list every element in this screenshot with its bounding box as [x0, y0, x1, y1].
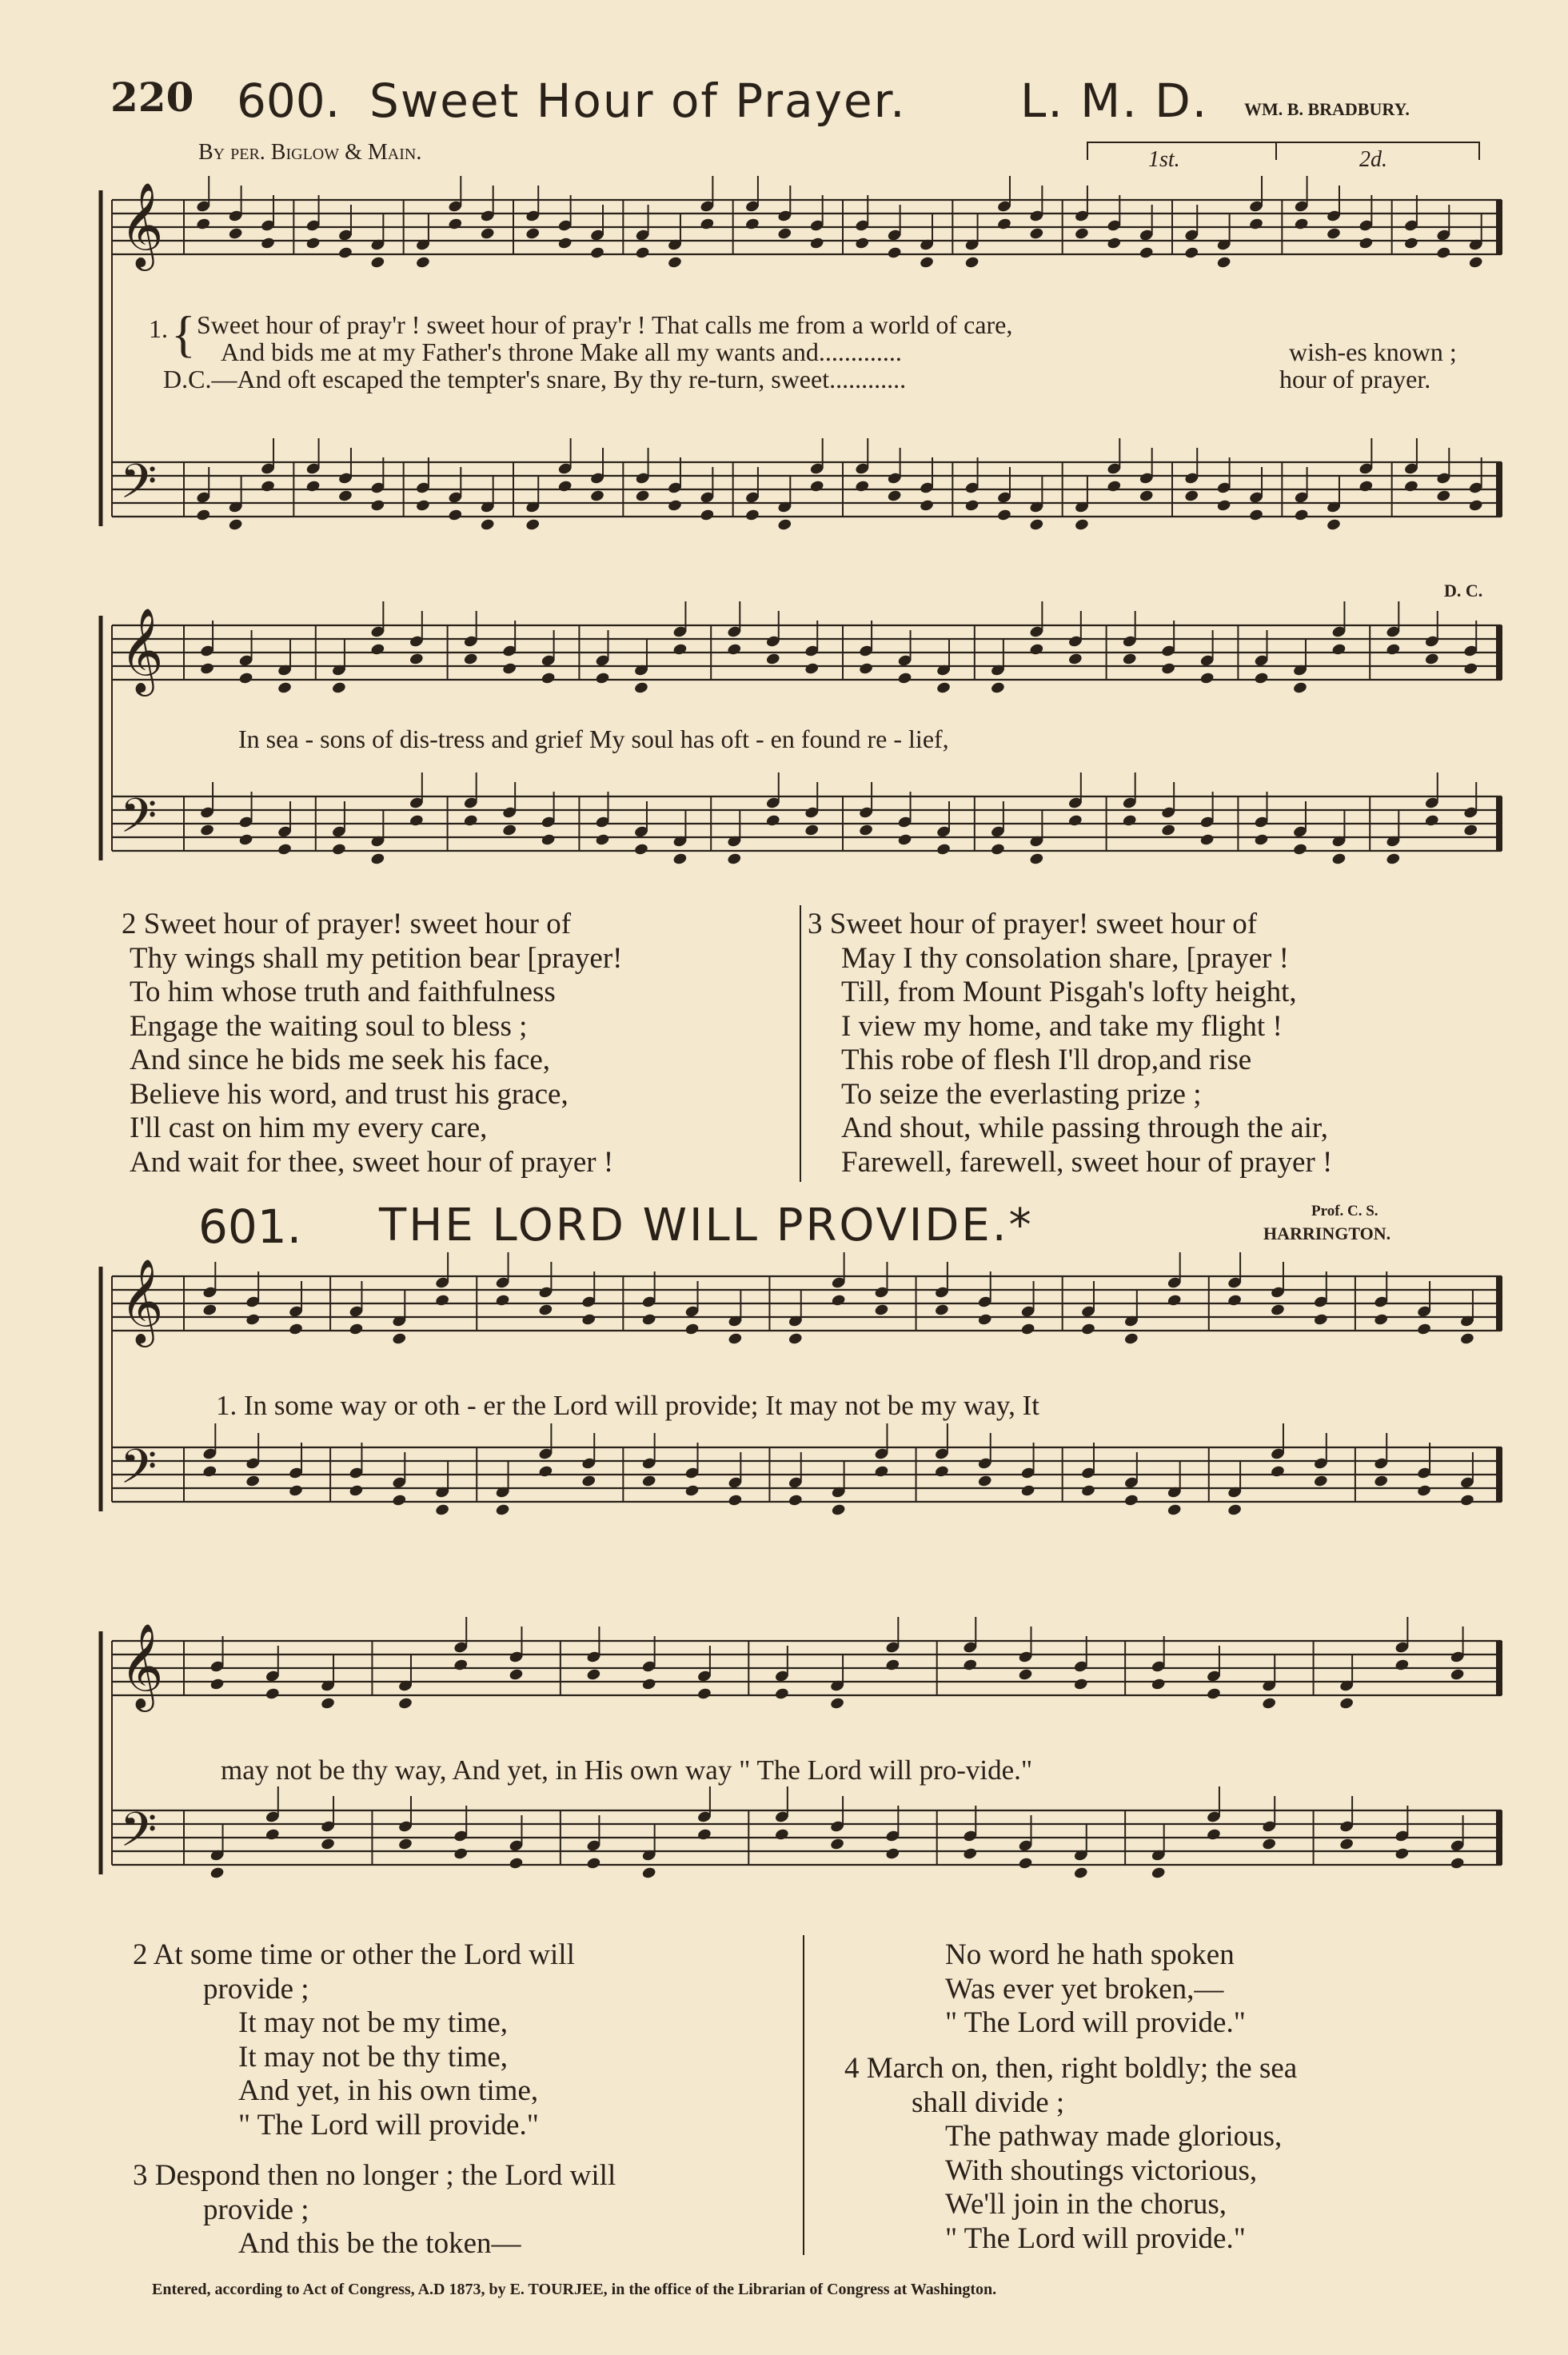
hymn600-system1-bass-note: [196, 509, 211, 522]
hymn600-system1-treble-note: [809, 237, 824, 250]
hymn601-system2-bass-note: [696, 1828, 712, 1842]
hymn601-system1-treble-clef: 𝄞: [120, 1258, 164, 1343]
hymn600-system2-treble-clef: 𝄞: [120, 607, 164, 693]
hymn601-system1-treble-note: [831, 1294, 846, 1307]
verse-divider-601: [803, 1935, 804, 2255]
hymn600-system1-treble-note: [525, 227, 541, 241]
hymn600-system1-bass-note: [1139, 489, 1154, 503]
hymn600-system2-treble-note: [804, 662, 820, 676]
hymn601-system2-treble-note: [209, 1678, 225, 1691]
hymn601-system1-treble-note: [1374, 1313, 1389, 1327]
hymn601-system1-bass-note: [1313, 1475, 1328, 1488]
hymn600-system1-bass-note: [1403, 480, 1418, 493]
hymn600-system2-treble-note: [1254, 672, 1269, 685]
hymn601-system1-treble-note: [684, 1323, 700, 1336]
hymn601-system1-bass-note: [1080, 1484, 1095, 1498]
hymn600-system1-treble-clef: 𝄞: [120, 182, 164, 267]
hymn601-system2-bass-note: [1018, 1857, 1033, 1870]
hymn601-system1-bass-note: [581, 1475, 596, 1488]
hymn600-system2-bass-note: [859, 824, 874, 837]
hymn600-system2-bass-note: [804, 824, 820, 837]
hymn600-system2-treble-note: [1199, 672, 1215, 685]
lyric-line-2-end: wish-es known ;: [1289, 337, 1457, 366]
hymn600-system1-bass-note: [525, 518, 541, 532]
hymn-601-verse-3: 3 Despond then no longer ; the Lord will provide ; And this be the token—: [133, 2159, 616, 2260]
hymn601-system2-treble-note: [774, 1687, 789, 1701]
hymn601-system1-treble-note: [728, 1332, 743, 1346]
hymn601-system2-treble-note: [453, 1658, 469, 1672]
hymn600-system1-treble-note: [1216, 256, 1231, 269]
hymn600-system2-treble-note: [409, 653, 424, 666]
hymn600-system1-treble-note: [557, 237, 573, 250]
hymn601-system1-treble-note: [1459, 1332, 1474, 1346]
hymn601-system2-bass-note: [774, 1828, 789, 1842]
hymn600-system1-treble-note: [777, 227, 792, 241]
hymn601-system1-treble-note: [1313, 1313, 1328, 1327]
hymn600-system1-treble-note: [1436, 246, 1451, 260]
hymn600-system2-treble-note: [1463, 662, 1478, 676]
hymn601-system1-treble-note: [1270, 1303, 1285, 1317]
hymn601-system2-treble-note: [963, 1658, 978, 1672]
hymn600-system1-treble-note: [700, 218, 715, 231]
hymn601-system2-bass-note: [830, 1838, 845, 1851]
hymn600-system1-treble-note: [1294, 218, 1309, 231]
hymn600-system1-treble-note: [1468, 256, 1483, 269]
hymn600-system2-treble-note: [277, 681, 292, 695]
hymn600-system1-treble-note: [589, 246, 604, 260]
hymn601-system2-bass-note: [1073, 1866, 1088, 1880]
hymn601-system2-treble-note: [830, 1697, 845, 1710]
hymn-601-composer-prefix: Prof. C. S.: [1311, 1203, 1378, 1219]
hymn601-system1-treble-note: [934, 1303, 949, 1317]
hymn600-system1-bass-note: [370, 499, 385, 513]
hymn601-system1-bass-note: [684, 1484, 700, 1498]
hymn600-system1-bass-note: [337, 489, 353, 503]
hymn601-system2-treble-note: [1262, 1697, 1277, 1710]
hymn600-system1-bass-note: [480, 518, 495, 532]
hymn600-system1-bass-note: [1294, 509, 1309, 522]
hymn600-system2-bass-note: [1254, 833, 1269, 847]
hymn601-system1-bass-note: [392, 1494, 407, 1507]
hymn600-system2-bass-note: [595, 833, 610, 847]
hymn601-system2-bass-note: [320, 1838, 335, 1851]
hymn600-system1-bass-note: [1107, 480, 1122, 493]
hymn600-system2-bass-note: [1199, 833, 1215, 847]
hymn600-system1-treble-note: [228, 227, 243, 241]
hymn601-system1-bass-note: [1416, 1484, 1431, 1498]
hymn601-system2-treble-clef: 𝄞: [120, 1623, 164, 1708]
hymn600-system1-treble-note: [196, 218, 211, 231]
lyric-line-3-end: hour of prayer.: [1279, 365, 1431, 393]
hymn600-system2-treble-note: [1067, 653, 1083, 666]
hymn601-system1-treble-note: [1227, 1294, 1243, 1307]
hymn600-system1-treble-note: [448, 218, 463, 231]
hymn601-system2-bass-note: [885, 1847, 900, 1861]
hymn601-system1-bass-note: [1123, 1494, 1139, 1507]
first-ending-bracket: [1087, 142, 1276, 160]
hymn601-system2-bass-note: [509, 1857, 524, 1870]
hymn600-system1-treble-note: [305, 237, 321, 250]
hymn600-system2-bass-note: [502, 824, 517, 837]
hymn600-system1-treble-note: [667, 256, 682, 269]
hymn600-system1-bass-note: [964, 499, 980, 513]
hymn601-system1-treble-note: [581, 1313, 596, 1327]
hymn601-system1-treble-note: [1167, 1294, 1182, 1307]
lyric-line-4: In sea - sons of dis-tress and grief My soul has oft - en found re - lief,: [238, 724, 949, 753]
hymn600-system1-bass-note: [1029, 518, 1044, 532]
hymn601-system2-treble-note: [1394, 1658, 1410, 1672]
hymn600-system1-bass-note: [1184, 489, 1199, 503]
hymn600-system2-bass-note: [1292, 843, 1307, 856]
hymn601-system1-bass-note: [1227, 1503, 1243, 1517]
hymn600-system2-bass-note: [897, 833, 912, 847]
brace: {: [171, 305, 196, 362]
hymn-601-verse-3-continued: No word he hath spoken Was ever yet broken,— " The Lord will provide.": [945, 1938, 1246, 2039]
hymn601-system2-bass-note: [1339, 1838, 1355, 1851]
hymn601-system1-bass-note: [934, 1465, 949, 1479]
hymn600-system2-treble-note: [1331, 643, 1347, 657]
hymn600-system1-bass-note: [1248, 509, 1263, 522]
hymn601-system1-treble-note: [435, 1294, 450, 1307]
hymn600-system2-treble-note: [541, 672, 556, 685]
hymn601-system2-bass-note: [641, 1866, 656, 1880]
hymn600-system1-bass-note: [700, 509, 715, 522]
hymn601-system2-treble-note: [1073, 1678, 1088, 1691]
hymn600-system1-bass-note: [1359, 480, 1374, 493]
hymn601-system2-bass-note: [1394, 1847, 1410, 1861]
hymn600-system1-bass-note: [777, 518, 792, 532]
hymn601-system2-treble-note: [320, 1697, 335, 1710]
hymn600-system1-treble-note: [415, 256, 430, 269]
hymn600-system1-bass-note: [305, 480, 321, 493]
hymn600-system1-bass-note: [415, 499, 430, 513]
hymn600-system2-treble-note: [897, 672, 912, 685]
hymn601-system2-bass-clef: 𝄢: [120, 1802, 158, 1869]
hymn601-system1-bass-note: [1270, 1465, 1285, 1479]
first-ending-label: 1st.: [1148, 147, 1180, 172]
hymn600-system2-treble-note: [1292, 681, 1307, 695]
hymn600-system1-bass-note: [1326, 518, 1341, 532]
hymn601-system1-treble-note: [1020, 1323, 1035, 1336]
hymn-600-number: 600.: [237, 74, 341, 128]
hymn601-system1-treble-note: [788, 1332, 803, 1346]
hymn600-system1-treble-note: [337, 246, 353, 260]
hymn600-system2-bass-note: [936, 843, 951, 856]
hymn601-system1-bass-note: [349, 1484, 364, 1498]
page-number: 220: [110, 74, 194, 121]
hymn601-system1-bass-note: [538, 1465, 553, 1479]
hymn600-system2-treble-note: [331, 681, 346, 695]
hymn601-system1-bass-note: [641, 1475, 656, 1488]
hymn600-system1-treble-note: [260, 237, 275, 250]
hymn-601-composer: HARRINGTON.: [1263, 1223, 1391, 1243]
hymn601-system1-bass-note: [1374, 1475, 1389, 1488]
hymn600-system1-treble-note: [635, 246, 650, 260]
hymn600-system2-bass-note: [409, 814, 424, 828]
hymn600-system2-bass-note: [541, 833, 556, 847]
hymn600-system2-treble-note: [765, 653, 780, 666]
hymn601-system2-treble-note: [586, 1668, 601, 1682]
hymn600-system1-treble-note: [1139, 246, 1154, 260]
hymn601-system1-bass-note: [831, 1503, 846, 1517]
hymn600-system1-treble-note: [1107, 237, 1122, 250]
hymn600-system2-treble-note: [936, 681, 951, 695]
hymn600-system1-bass-note: [635, 489, 650, 503]
hymn600-system1-bass-note: [919, 499, 934, 513]
hymn-600-composer: WM. B. BRADBURY.: [1244, 99, 1410, 119]
hymn600-system2-bass-note: [200, 824, 215, 837]
hymn601-system1-treble-note: [1080, 1323, 1095, 1336]
hymn601-system2-bass-note: [397, 1838, 413, 1851]
hymn600-system2-bass-note: [1029, 852, 1044, 866]
hymn601-system2-treble-note: [1339, 1697, 1355, 1710]
verse-divider: [800, 905, 801, 1182]
hymn600-system2-treble-note: [727, 643, 742, 657]
lyric-line-3: D.C.—And oft escaped the tempter's snare, By thy re-turn, sweet............: [163, 365, 907, 393]
hymn601-system2-bass-note: [209, 1866, 225, 1880]
hymn600-system2-bass-note: [727, 852, 742, 866]
hymn-601-title: THE LORD WILL PROVIDE.*: [379, 1199, 1034, 1251]
hymn601-system1-bass-note: [977, 1475, 992, 1488]
hymn601-system1-treble-note: [538, 1303, 553, 1317]
hymn600-system2-treble-note: [859, 662, 874, 676]
hymn601-system1-bass-note: [788, 1494, 803, 1507]
hymn601-system1-bass-note: [874, 1465, 889, 1479]
hymn601-system2-treble-note: [397, 1697, 413, 1710]
hymn600-system1-bass-note: [1436, 489, 1451, 503]
lyric-line-2: And bids me at my Father's throne Make all my wants and.............: [221, 337, 902, 366]
hymn-600-meter: L. M. D.: [1020, 74, 1209, 128]
hymn600-system1-bass-note: [887, 489, 902, 503]
hymn601-system2-bass-note: [1262, 1838, 1277, 1851]
hymn601-system2-bass-note: [963, 1847, 978, 1861]
hymn601-system1-bass-note: [288, 1484, 303, 1498]
hymn601-system1-treble-note: [641, 1313, 656, 1327]
hymn600-system1-treble-note: [1184, 246, 1199, 260]
hymn-601-verse-2: 2 At some time or other the Lord will provide ; It may not be my time, It may not be thy time, And yet, in his own time, " The Lord will provide.": [133, 1938, 575, 2141]
hymn601-system1-bass-note: [1020, 1484, 1035, 1498]
hymn601-system2-treble-note: [509, 1668, 524, 1682]
hymn601-system2-bass-note: [265, 1828, 280, 1842]
hymn600-system2-bass-note: [238, 833, 253, 847]
hymn600-system2-treble-note: [672, 643, 688, 657]
hymn600-system2-treble-note: [1424, 653, 1439, 666]
hymn601-system1-treble-note: [977, 1313, 992, 1327]
hymn600-system2-treble-note: [595, 672, 610, 685]
hymn601-system2-treble-note: [641, 1678, 656, 1691]
hymn-600-verse-2: 2 Sweet hour of prayer! sweet hour of Thy wings shall my petition bear [prayer! To him whose truth and faithfulness Engage the waiting soul to bless ; And since he bids me seek his face, Believe his word, and trust his grace, I'll cast on him my every care, And wait for thee, sweet hour of prayer !: [122, 908, 623, 1179]
hymn600-system2-bass-clef: 𝄢: [120, 788, 158, 855]
copyright-footer: Entered, according to Act of Congress, A.D 1873, by E. TOURJEE, in the office of the Librarian of Congress at Washington.: [152, 2281, 997, 2298]
hymn600-system1-bass-note: [589, 489, 604, 503]
hymn601-system2-bass-note: [1206, 1828, 1221, 1842]
hymn600-system1-bass-note: [1468, 499, 1483, 513]
hymn601-system2-treble-note: [1450, 1668, 1465, 1682]
hymn-600-title: Sweet Hour of Prayer.: [369, 74, 907, 128]
hymn601-system1-bass-note: [435, 1503, 450, 1517]
hymn600-system1-treble-note: [1403, 237, 1418, 250]
hymn601-system2-treble-note: [265, 1687, 280, 1701]
hymn600-system2-bass-note: [633, 843, 648, 856]
hymn600-system2-bass-note: [1386, 852, 1401, 866]
hymn601-system2-treble-note: [885, 1658, 900, 1672]
hymn600-system1-treble-note: [1074, 227, 1089, 241]
hymn600-system1-treble-note: [1359, 237, 1374, 250]
hymn600-system2-treble-note: [200, 662, 215, 676]
hymn601-system1-bass-note: [1167, 1503, 1182, 1517]
hymn600-system1-treble-note: [855, 237, 870, 250]
hymn600-system2-bass-note: [1463, 824, 1478, 837]
hymn601-system1-treble-note: [874, 1303, 889, 1317]
hymn600-system1-treble-note: [370, 256, 385, 269]
hymn601-system1-bass-clef: 𝄢: [120, 1439, 158, 1506]
hymn600-system1-treble-note: [887, 246, 902, 260]
hymn600-system2-treble-note: [990, 681, 1005, 695]
hymn600-system1-bass-note: [1216, 499, 1231, 513]
hymn601-system1-treble-note: [495, 1294, 510, 1307]
hymn-600-permission: By per. Biglow & Main.: [198, 140, 422, 165]
hymn600-system1-bass-note: [260, 480, 275, 493]
hymn600-system2-bass-note: [370, 852, 385, 866]
hymn601-system2-treble-note: [1206, 1687, 1221, 1701]
hymn600-system2-bass-note: [1424, 814, 1439, 828]
hymn600-system2-treble-note: [502, 662, 517, 676]
hymn600-system2-treble-note: [633, 681, 648, 695]
hymn600-system1-treble-note: [1326, 227, 1341, 241]
dc-marking: D. C.: [1444, 581, 1483, 601]
hymn601-system1-treble-note: [392, 1332, 407, 1346]
hymn-601-number: 601.: [198, 1199, 302, 1254]
hymn601-system1-treble-note: [288, 1323, 303, 1336]
hymn600-system2-bass-note: [463, 814, 478, 828]
hymn600-system1-bass-note: [996, 509, 1011, 522]
hymn600-system1-treble-note: [1248, 218, 1263, 231]
hymn600-system2-bass-note: [1331, 852, 1347, 866]
hymn601-system2-bass-note: [1151, 1866, 1166, 1880]
hymn600-system2-treble-note: [238, 672, 253, 685]
hymn600-system1-treble-note: [919, 256, 934, 269]
hymn600-system2-bass-note: [331, 843, 346, 856]
hymn600-system2-bass-note: [990, 843, 1005, 856]
hymn601-system2-treble-note: [1018, 1668, 1033, 1682]
lyric-line-1: Sweet hour of pray'r ! sweet hour of pray'r ! That calls me from a world of care,: [197, 310, 1013, 339]
hymn600-system2-treble-note: [463, 653, 478, 666]
hymn600-system1-bass-note: [855, 480, 870, 493]
hymn601-system1-treble-note: [202, 1303, 217, 1317]
hymn600-system2-bass-note: [1161, 824, 1176, 837]
hymn600-system1-treble-note: [480, 227, 495, 241]
hymn601-system2-treble-note: [696, 1687, 712, 1701]
hymn601-system1-treble-note: [245, 1313, 261, 1327]
hymn-601-verse-4: 4 March on, then, right boldly; the sea shall divide ; The pathway made glorious, With shoutings victorious, We'll join in the chorus, " The Lord will provide.": [844, 2052, 1298, 2255]
hymn600-system1-treble-note: [964, 256, 980, 269]
hymn600-system2-treble-note: [1029, 643, 1044, 657]
hymn600-system1-treble-note: [996, 218, 1011, 231]
hymn600-system1-bass-note: [557, 480, 573, 493]
hymn601-system1-bass-note: [202, 1465, 217, 1479]
hymn600-system2-bass-note: [277, 843, 292, 856]
hymn601-system1-bass-note: [728, 1494, 743, 1507]
hymn600-system2-bass-note: [765, 814, 780, 828]
hymn601-system1-treble-note: [1123, 1332, 1139, 1346]
hymn601-system1-treble-note: [349, 1323, 364, 1336]
hymn601-system2-bass-note: [1450, 1857, 1465, 1870]
hymn601-system1-bass-note: [1459, 1494, 1474, 1507]
hymn600-system2-bass-note: [672, 852, 688, 866]
hymn601-system1-bass-note: [245, 1475, 261, 1488]
hymn600-system1-bass-note: [667, 499, 682, 513]
hymn601-system2-bass-note: [586, 1857, 601, 1870]
hymn600-system2-bass-note: [1067, 814, 1083, 828]
hymn600-system2-treble-note: [1161, 662, 1176, 676]
hymn600-system1-bass-note: [1074, 518, 1089, 532]
hymn600-system1-bass-note: [809, 480, 824, 493]
hymn600-system1-treble-note: [744, 218, 760, 231]
hymn601-system1-treble-note: [1416, 1323, 1431, 1336]
second-ending-label: 2d.: [1359, 147, 1387, 172]
hymn601-system1-bass-note: [495, 1503, 510, 1517]
hymn600-system2-treble-note: [1122, 653, 1137, 666]
hymn600-system2-bass-note: [1122, 814, 1137, 828]
hymn600-system1-bass-note: [448, 509, 463, 522]
hymn600-system2-treble-note: [1386, 643, 1401, 657]
hymn600-system2-treble-note: [370, 643, 385, 657]
hymn600-system1-treble-note: [1029, 227, 1044, 241]
hymn601-system2-treble-note: [1151, 1678, 1166, 1691]
verse-number-1: 1.: [149, 314, 168, 343]
hymn600-system1-bass-clef: 𝄢: [120, 453, 158, 521]
hymn-601-lyric-1: 1. In some way or oth - er the Lord will provide; It may not be my way, It: [216, 1390, 1039, 1421]
hymn600-system1-bass-note: [744, 509, 760, 522]
hymn-601-lyric-2: may not be thy way, And yet, in His own way " The Lord will pro-vide.": [221, 1754, 1033, 1786]
hymn-600-verse-3: 3 Sweet hour of prayer! sweet hour of May I thy consolation share, [prayer ! Till, from Mount Pisgah's lofty height, I view my home, and take my flight ! This robe of flesh I'll drop,and rise To seize the everlasting prize ; And shout, while passing through the air, Farewell, farewell, sweet hour of prayer !: [808, 908, 1333, 1179]
hymn601-system2-bass-note: [453, 1847, 469, 1861]
hymn600-system1-bass-note: [228, 518, 243, 532]
